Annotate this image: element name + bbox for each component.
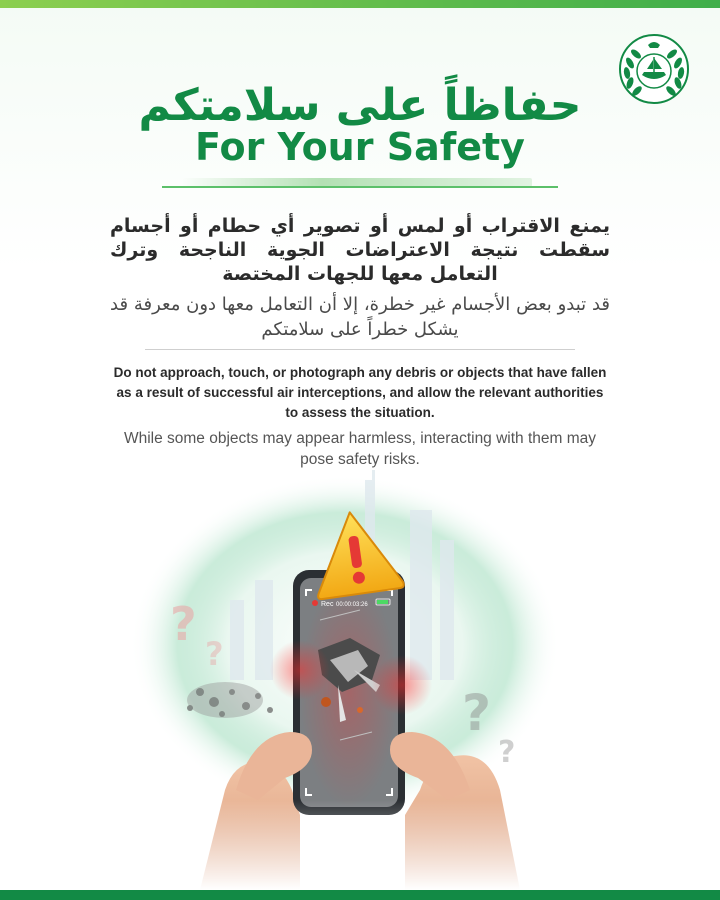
english-note-text: While some objects may appear harmless, interacting with them may pose safety risks.: [123, 430, 597, 468]
question-mark-icon: ?: [205, 635, 224, 673]
bottom-accent-bar: [0, 890, 720, 900]
question-mark-icon: ?: [170, 597, 197, 651]
bottom-fade: [0, 800, 720, 890]
page-title-english: [0, 124, 720, 170]
safety-illustration: [0, 470, 720, 890]
arabic-note-text: قد تبدو بعض الأجسام غير خطرة، إلا أن التعامل معها دون معرفة قد يشكل خطراً على سلامتكم: [110, 294, 610, 340]
title-arabic-text: حفاظاً على سلامتكم: [138, 80, 582, 131]
question-mark-icon: ?: [462, 684, 492, 742]
rec-label: Rec: [321, 601, 334, 608]
red-alert-glow: [270, 640, 330, 700]
section-divider: [145, 349, 575, 350]
rec-dot: [312, 600, 318, 606]
english-warning-text: Do not approach, touch, or photograph any debris or objects that have fallen as a result of successful air interceptions, and allow the relevant authorities to assess the situation.: [113, 365, 607, 420]
top-accent-bar: [0, 0, 720, 8]
title-divider: [162, 178, 558, 192]
question-mark-icon: ?: [498, 735, 516, 770]
divider-line: [162, 186, 558, 188]
arabic-warning-text: يمنع الاقتراب أو لمس أو تصوير أي حطام أو أجسام سقطت نتيجة الاعتراضات الجوية الناجحة وترك التعامل معها للجهات المختصة: [110, 215, 610, 285]
red-alert-glow: [372, 655, 432, 715]
title-english-text: For Your Safety: [195, 125, 525, 169]
recording-timer: 00:00:03:26: [336, 602, 368, 608]
